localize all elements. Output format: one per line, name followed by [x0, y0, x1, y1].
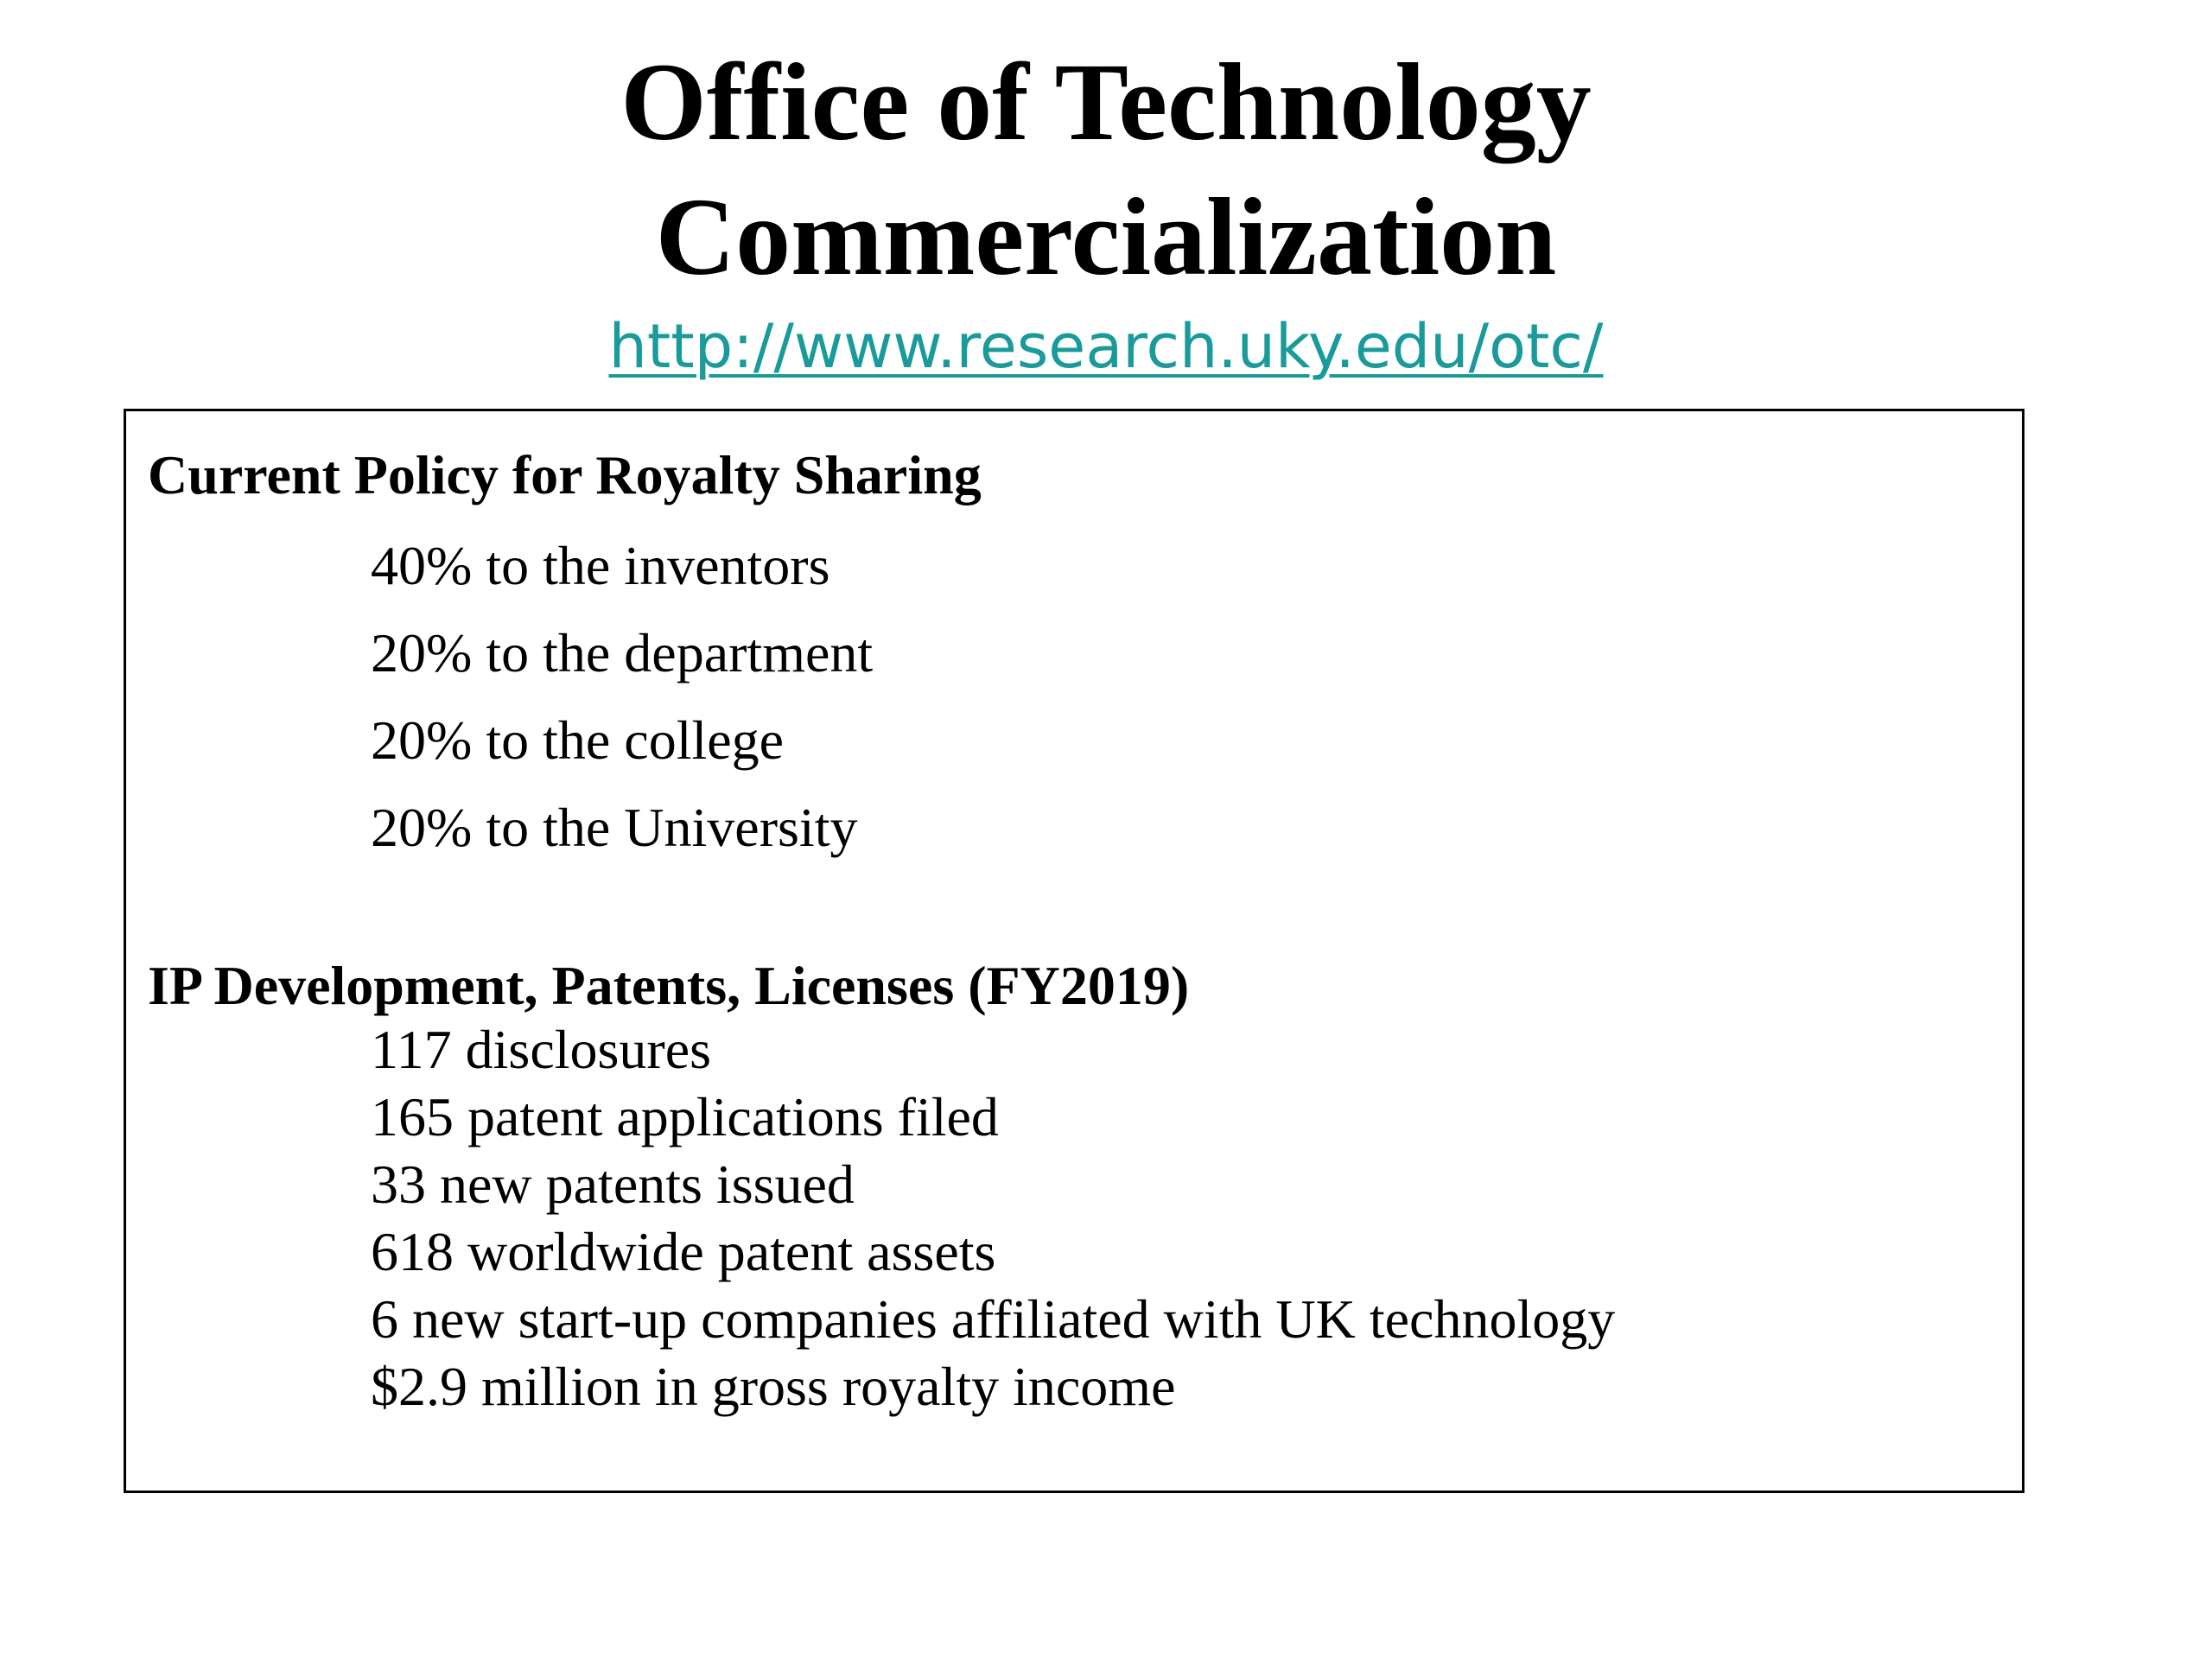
ip-development-heading: IP Development, Patents, Licenses (FY2019)	[148, 955, 1190, 1016]
list-item: 117 disclosures	[371, 1019, 712, 1080]
title-line-2: Commercialization	[655, 175, 1557, 298]
list-item: 20% to the college	[371, 709, 785, 771]
otc-url-link[interactable]: http://www.research.uky.edu/otc/	[608, 311, 1604, 382]
content-box	[124, 409, 2024, 1493]
list-item: 6 new start-up companies affiliated with UK technology	[371, 1288, 1616, 1350]
royalty-policy-heading: Current Policy for Royalty Sharing	[148, 444, 982, 505]
ip-stats-list	[371, 1016, 1615, 1421]
list-item: 20% to the University	[371, 797, 858, 858]
title-line-1: Office of Technology	[620, 41, 1592, 163]
slide-header	[0, 35, 2212, 385]
list-item: 40% to the inventors	[371, 535, 830, 596]
list-item: $2.9 million in gross royalty income	[371, 1356, 1176, 1417]
list-item: 33 new patents issued	[371, 1154, 855, 1215]
royalty-policy-list	[371, 522, 873, 871]
list-item: 20% to the department	[371, 622, 874, 683]
list-item: 165 patent applications filed	[371, 1086, 999, 1147]
list-item: 618 worldwide patent assets	[371, 1221, 996, 1282]
